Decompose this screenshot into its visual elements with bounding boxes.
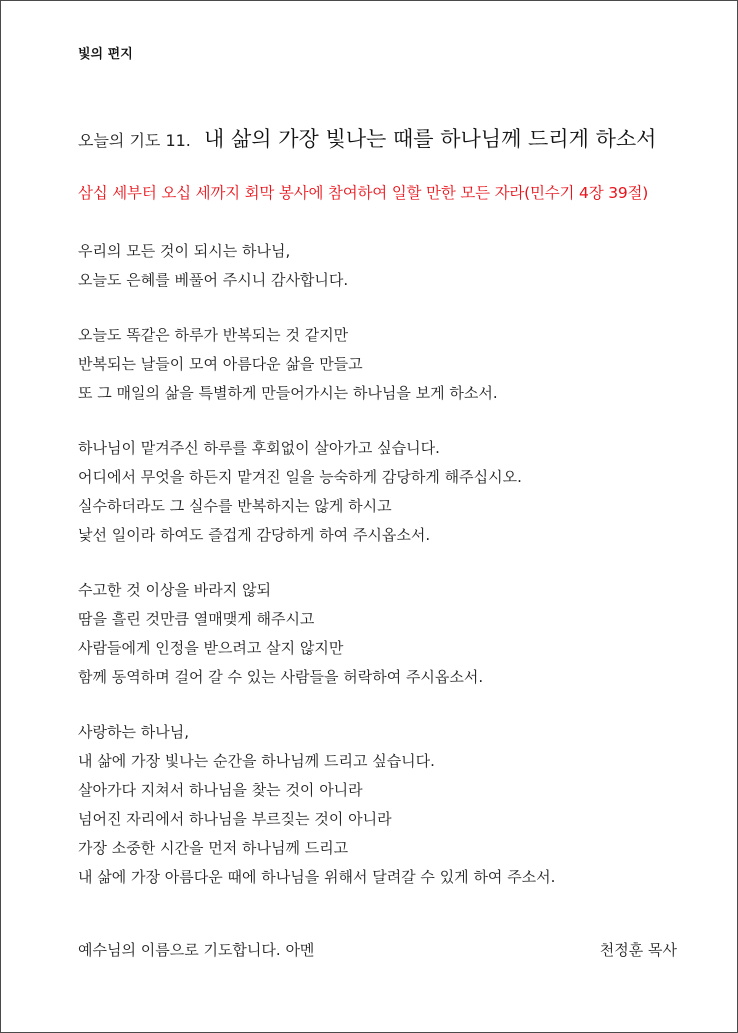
prayer-line: 함께 동역하며 걸어 갈 수 있는 사람들을 허락하여 주시옵소서.: [78, 668, 484, 686]
prayer-line: 넘어진 자리에서 하나님을 부르짖는 것이 아니라: [78, 810, 392, 828]
stanza: [78, 576, 678, 692]
prayer-line: 사람들에게 인정을 받으려고 살지 않지만: [78, 639, 344, 657]
prayer-line: 오늘도 똑같은 하루가 반복되는 것 같지만: [78, 326, 349, 344]
prayer-line: 땀을 흘린 것만큼 열매맺게 해주시고: [78, 610, 315, 628]
prayer-line: 내 삶에 가장 아름다운 때에 하나님을 위해서 달려갈 수 있게 하여 주소서.: [78, 868, 556, 886]
prayer-line: 내 삶에 가장 빛나는 순간을 하나님께 드리고 싶습니다.: [78, 752, 435, 770]
closing-line: 예수님의 이름으로 기도합니다. 아멘: [78, 941, 315, 959]
prayer-heading: 내 삶의 가장 빛나는 때를 하나님께 드리게 하소서: [204, 127, 657, 151]
prayer-line: 반복되는 날들이 모여 아름다운 삶을 만들고: [78, 355, 363, 373]
prayer-line: 가장 소중한 시간을 먼저 하나님께 드리고: [78, 839, 349, 857]
stanza: [78, 718, 678, 892]
prayer-body: [78, 237, 678, 918]
prayer-line: 낯선 일이라 하여도 즐겁게 감당하게 하여 주시옵소서.: [78, 526, 431, 544]
prayer-line: 오늘도 은혜를 베풀어 주시니 감사합니다.: [78, 271, 349, 289]
prayer-line: 살아가다 지쳐서 하나님을 찾는 것이 아니라: [78, 781, 363, 799]
prayer-title: [78, 123, 656, 153]
stanza: [78, 434, 678, 550]
prayer-line: 우리의 모든 것이 되시는 하나님,: [78, 242, 291, 260]
prayer-line: 하나님이 맡겨주신 하루를 후회없이 살아가고 싶습니다.: [78, 439, 440, 457]
prayer-line: 어디에서 무엇을 하든지 맡겨진 일을 능숙하게 감당하게 해주십시오.: [78, 468, 522, 486]
prayer-line: 수고한 것 이상을 바라지 않되: [78, 581, 271, 599]
header-label: 빛의 편지: [78, 47, 133, 62]
author-name: 천정훈 목사: [599, 941, 677, 959]
stanza: [78, 237, 678, 295]
prayer-number: 오늘의 기도 11.: [78, 131, 191, 150]
prayer-line: 실수하더라도 그 실수를 반복하지는 않게 하시고: [78, 497, 392, 515]
prayer-line: 사랑하는 하나님,: [78, 723, 189, 741]
stanza: [78, 321, 678, 408]
scripture-verse: 삼십 세부터 오십 세까지 회막 봉사에 참여하여 일할 만한 모든 자라(민수기 4장 39절): [78, 184, 649, 202]
prayer-line: 또 그 매일의 삶을 특별하게 만들어가시는 하나님을 보게 하소서.: [78, 384, 498, 402]
